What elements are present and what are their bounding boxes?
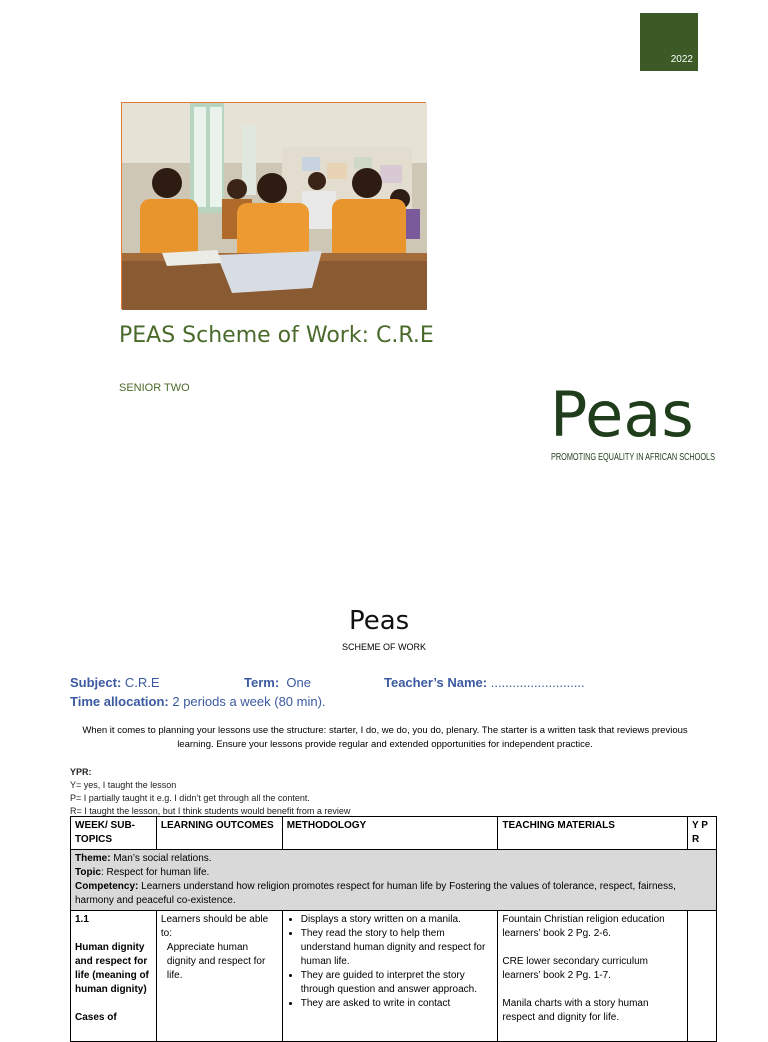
- methodology-item: • They read the story to help them understand human dignity and respect for human life.: [301, 927, 494, 969]
- outcome-item: Appreciate human dignity and respect for life.: [166, 942, 266, 981]
- year-badge: [640, 13, 698, 71]
- time-allocation-line: [70, 694, 326, 709]
- subject-value: C.R.E: [124, 675, 160, 690]
- col-materials: TEACHING MATERIALS: [498, 817, 688, 850]
- methodology-item: • They are guided to interpret the story through question and answer approach.: [301, 969, 494, 997]
- material-item: Manila charts with a story human respect and dignity for life.: [502, 998, 649, 1023]
- peas-logo-small: [348, 605, 422, 635]
- ypr-r: R= I taught the lesson, but I think students would benefit from a review: [70, 806, 351, 816]
- topic-value: : Respect for human life.: [100, 867, 210, 878]
- term-label: Term:: [244, 675, 280, 690]
- competency-label: Competency:: [75, 881, 139, 892]
- methodology-list: [287, 913, 494, 1011]
- peas-logo: [548, 378, 718, 468]
- col-methodology: METHODOLOGY: [282, 817, 498, 850]
- table-row: [71, 911, 717, 1042]
- subtopic-continued: Cases of: [75, 1012, 117, 1023]
- scheme-table: [70, 816, 717, 1042]
- col-week: WEEK/ SUB-TOPICS: [71, 817, 157, 850]
- competency-value: Learners understand how religion promotes respect for human life by Fostering the values of tolerance, respect, fairness, harmony and peaceful co-existence.: [75, 881, 676, 906]
- term-value: One: [286, 675, 311, 690]
- subtopic: Human dignity and respect for life (meaning of human dignity): [75, 942, 149, 995]
- theme-value: Man’s social relations.: [113, 853, 212, 864]
- teacher-name-value: ..........................: [490, 675, 585, 690]
- material-item: Fountain Christian religion education learners’ book 2 Pg. 2-6.: [502, 914, 665, 939]
- methodology-item: • They are asked to write in contact: [301, 997, 494, 1011]
- year-text: 2022: [670, 54, 693, 65]
- col-outcomes: LEARNING OUTCOMES: [156, 817, 282, 850]
- document-title: PEAS Scheme of Work: C.R.E: [119, 323, 434, 348]
- classroom-photo: [121, 102, 426, 309]
- theme-label: Theme:: [75, 853, 111, 864]
- ypr-heading: YPR:: [70, 767, 92, 777]
- table-header-row: [71, 817, 717, 850]
- grade-label: SENIOR TWO: [119, 382, 190, 394]
- time-allocation-value: 2 periods a week (80 min).: [172, 694, 326, 709]
- methodology-item: • Displays a story written on a manila.: [301, 913, 494, 927]
- ypr-y: Y= yes, I taught the lesson: [70, 780, 177, 790]
- planning-instructions: When it comes to planning your lessons use the structure: starter, I do, we do, you do, plenary. The starter is a written task that reviews previous learning. Ensure your lessons provide regular and extended opportunities for independent practice.: [82, 725, 688, 750]
- ypr-cell: [688, 911, 717, 1042]
- subject-label: Subject:: [70, 675, 122, 690]
- topic-label: Topic: [75, 867, 101, 878]
- logo-small-word: Peas: [349, 606, 410, 636]
- material-item: CRE lower secondary curriculum learners’ book 2 Pg. 1-7.: [502, 956, 648, 981]
- ypr-legend: [70, 766, 350, 818]
- outcomes-intro: Learners should be able to:: [160, 914, 269, 939]
- ypr-p: P= I partially taught it e.g. I didn’t get through all the content.: [70, 793, 310, 803]
- theme-row: [71, 850, 717, 911]
- logo-word: Peas: [550, 378, 694, 451]
- logo-tagline: PROMOTING EQUALITY IN AFRICAN SCHOOLS: [551, 452, 716, 463]
- teacher-name-label: Teacher’s Name:: [384, 675, 488, 690]
- time-allocation-label: Time allocation:: [70, 694, 169, 709]
- scheme-of-work-label: SCHEME OF WORK: [341, 642, 426, 652]
- week-number: 1.1: [75, 914, 89, 925]
- col-ypr: Y P R: [688, 817, 717, 850]
